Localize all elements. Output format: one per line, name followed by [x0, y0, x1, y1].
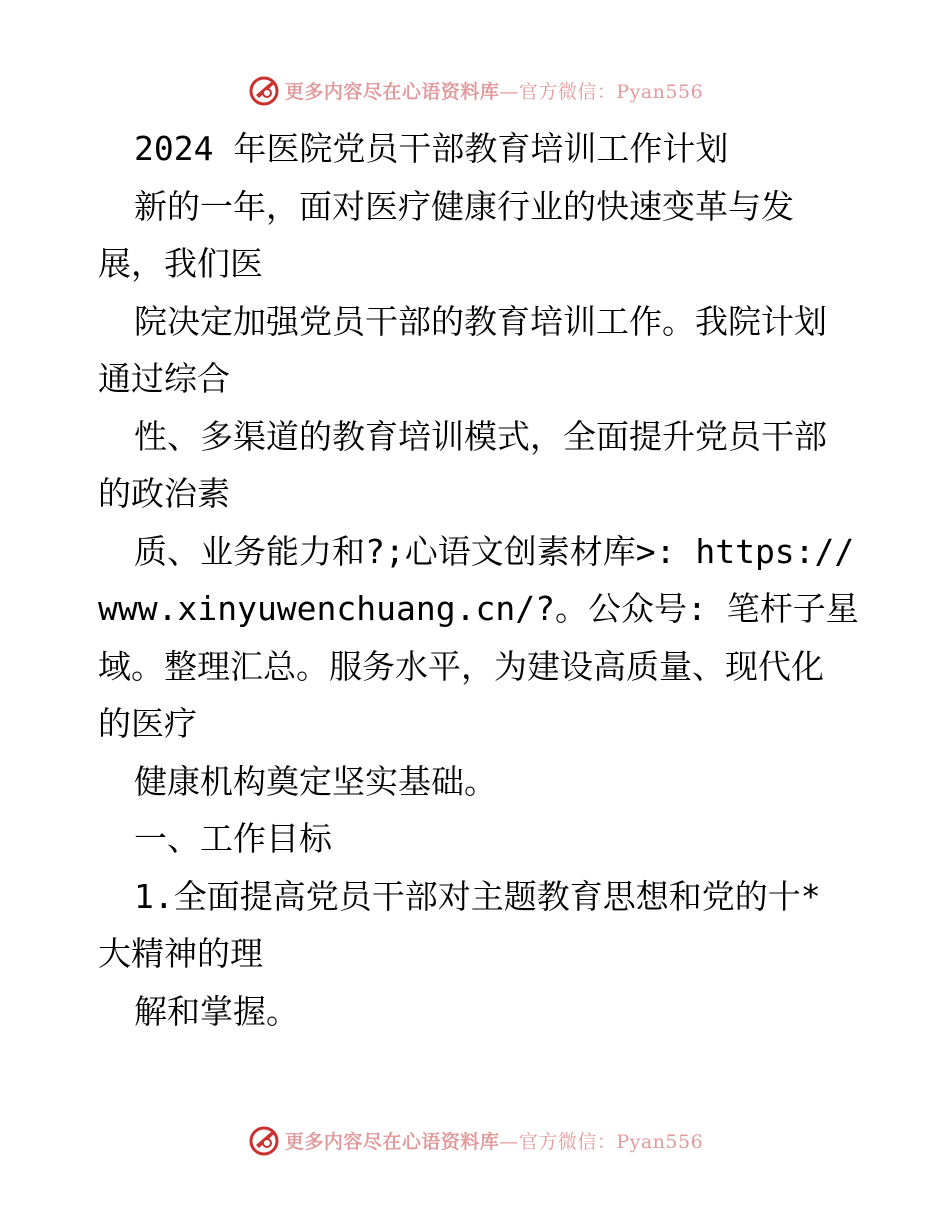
- banner-separator: —: [499, 80, 519, 103]
- text-line: 大精神的理: [98, 934, 263, 973]
- document-body: [98, 120, 858, 1040]
- text-line: www.xinyuwenchuang.cn/?。公众号: 笔杆子星: [98, 589, 859, 628]
- document-title: 2024 年医院党员干部教育培训工作计划: [134, 129, 729, 168]
- text-line: 新的一年，面对医疗健康行业的快速变革与发: [134, 186, 794, 226]
- banner-wechat: 官方微信：Pyan556: [518, 1130, 704, 1153]
- header-banner: [0, 70, 950, 110]
- text-line: 质、业务能力和?;心语文创素材库>: https://: [134, 531, 855, 571]
- text-line: 健康机构奠定坚实基础。: [134, 761, 497, 801]
- banner-separator: —: [499, 1130, 519, 1153]
- banner-text: [285, 1127, 703, 1154]
- banner-main-text: 更多内容尽在心语资料库: [284, 1130, 500, 1153]
- brush-logo-icon: [247, 1123, 281, 1157]
- text-line: 解和掌握。: [134, 991, 299, 1031]
- text-line: 通过综合: [98, 359, 230, 398]
- banner-wechat: 官方微信：Pyan556: [518, 80, 704, 103]
- footer-banner: [0, 1120, 950, 1160]
- text-line: 的医疗: [98, 704, 197, 743]
- text-line: 域。整理汇总。服务水平，为建设高质量、现代化: [98, 646, 824, 686]
- banner-main-text: 更多内容尽在心语资料库: [284, 80, 500, 103]
- banner-text: [285, 77, 703, 104]
- text-line: 院决定加强党员干部的教育培训工作。我院计划: [134, 301, 827, 341]
- text-line: 的政治素: [98, 474, 230, 513]
- section-heading: 一、工作目标: [134, 819, 332, 858]
- text-line: 展，我们医: [98, 244, 263, 283]
- text-line: 性、多渠道的教育培训模式，全面提升党员干部: [134, 416, 827, 456]
- brush-logo-icon: [247, 73, 281, 107]
- text-line: 1.全面提高党员干部对主题教育思想和党的十*: [134, 876, 821, 916]
